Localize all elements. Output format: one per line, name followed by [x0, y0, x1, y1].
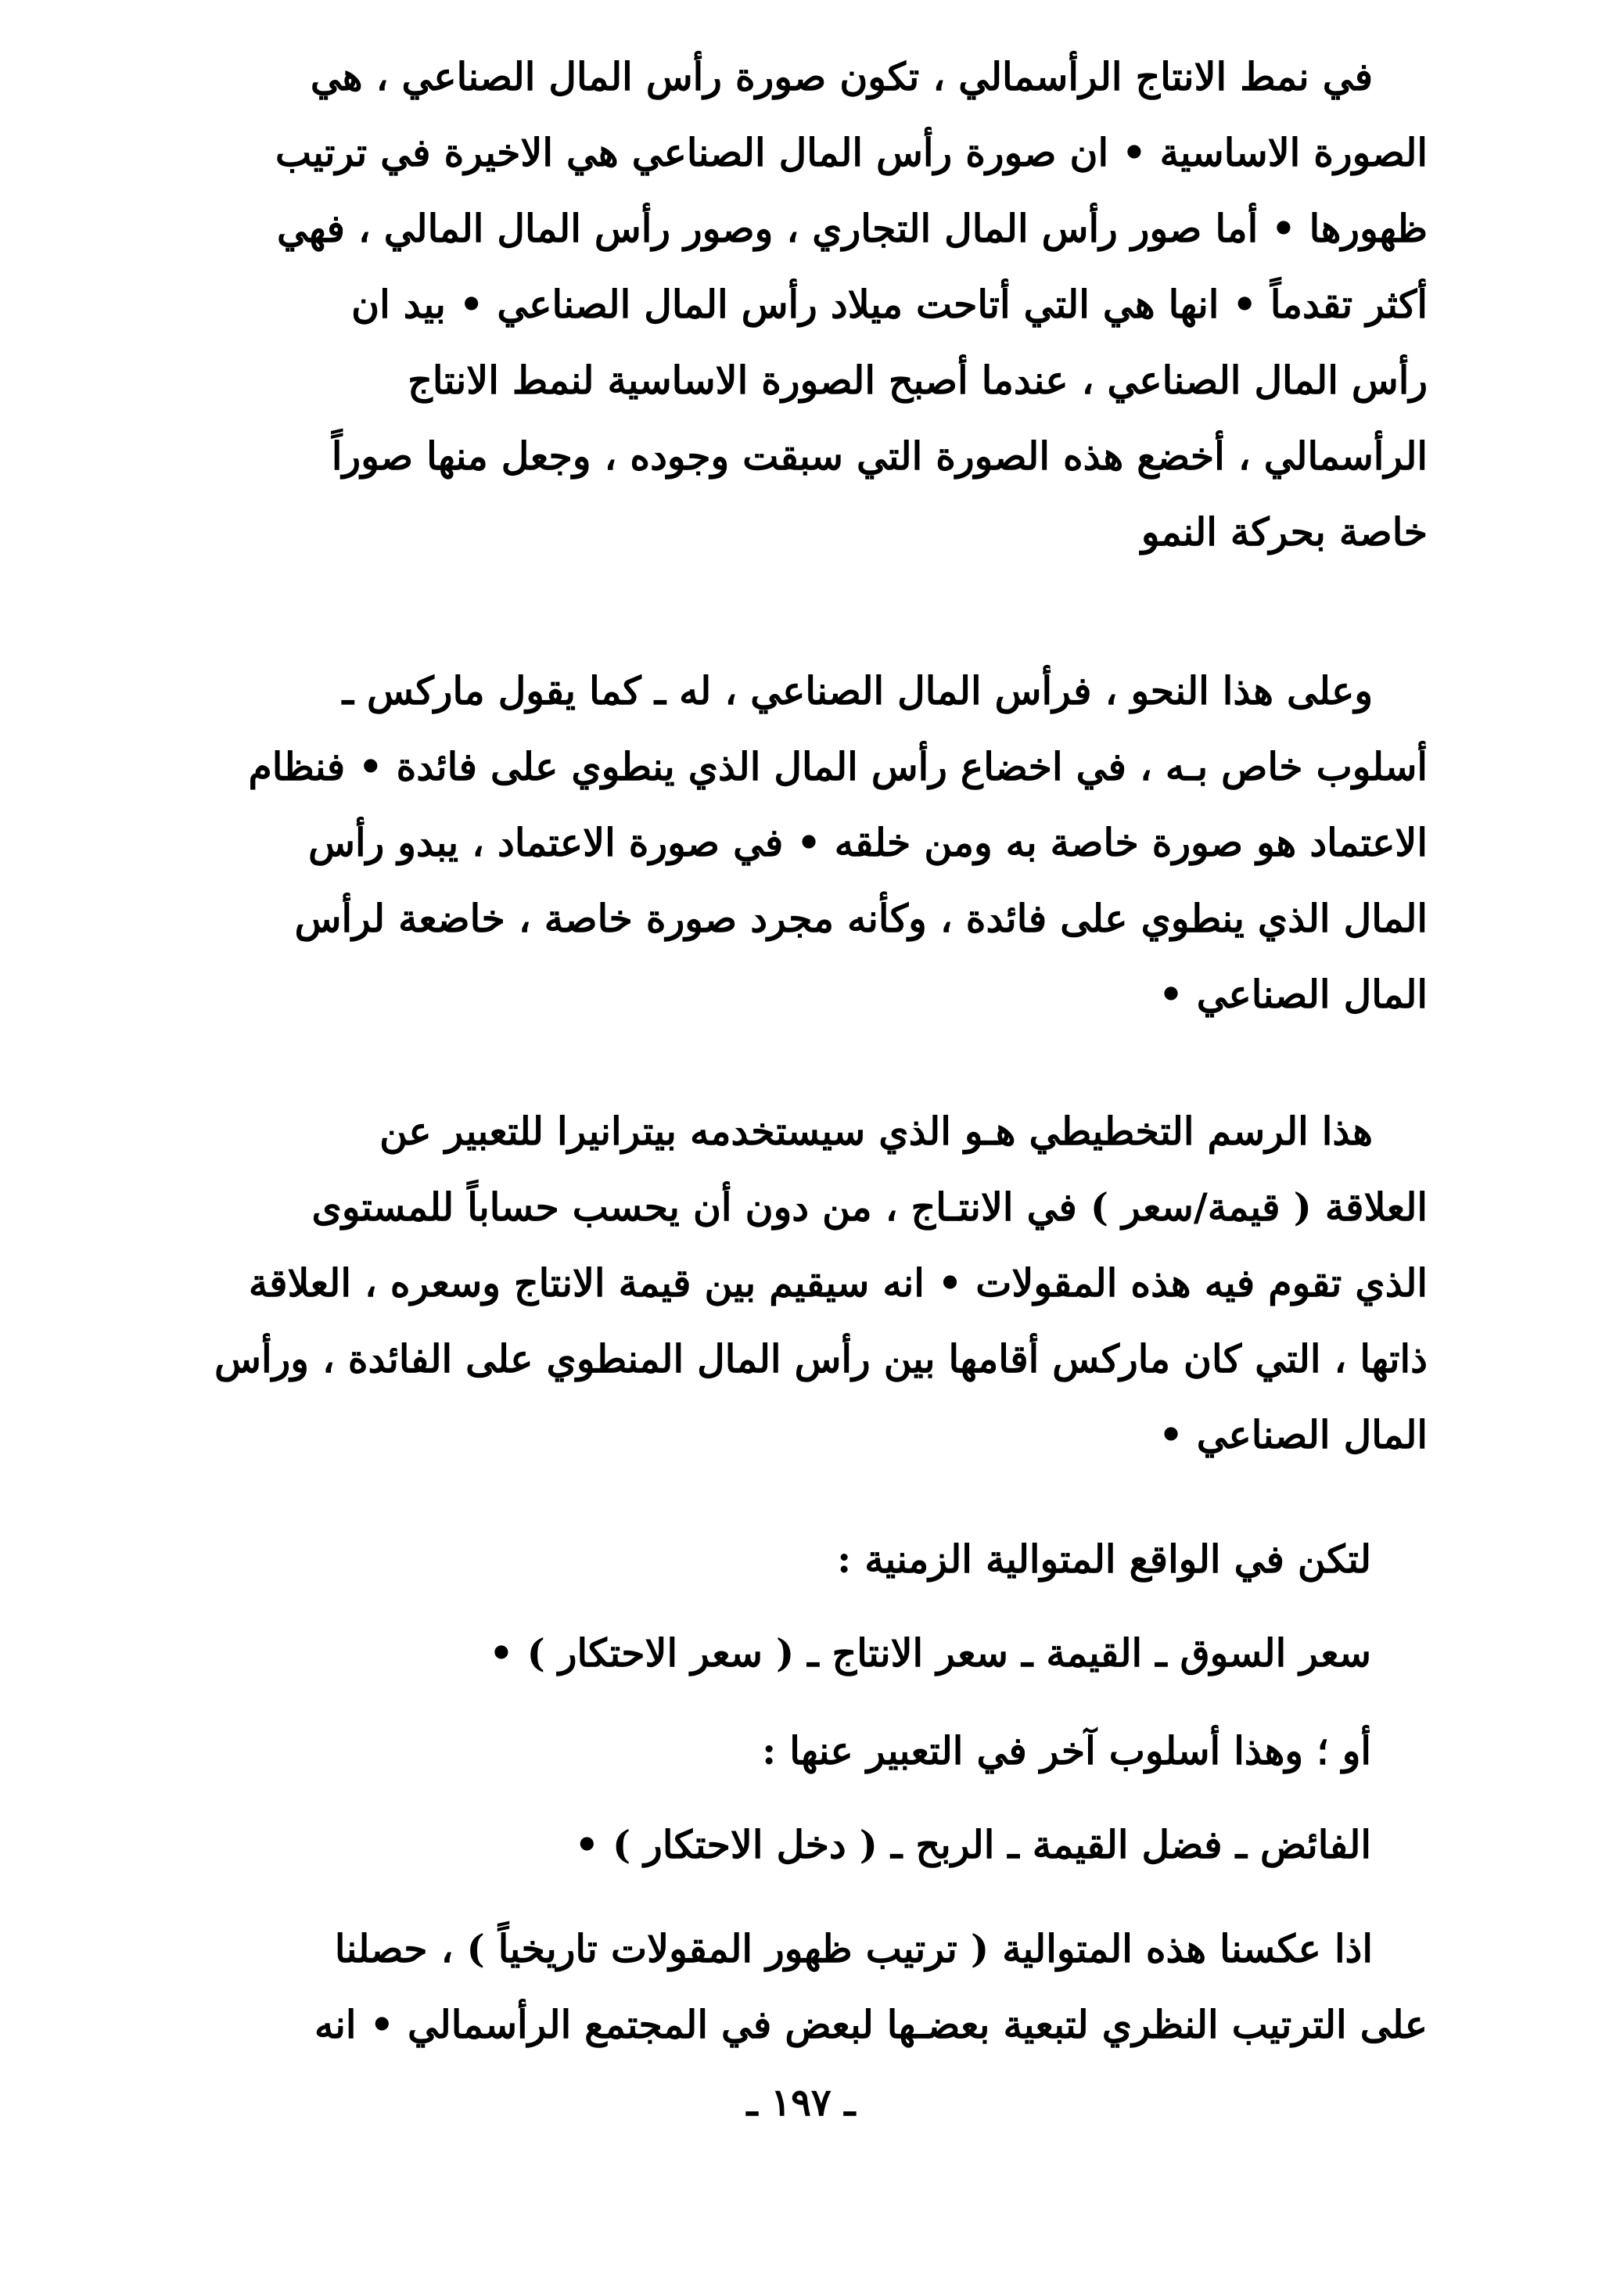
text-line-with-emphasis: [176, 343, 1428, 419]
text-line: على الترتيب النظري لتبعية بعضـها لبعض في المجتمع الرأسمالي • انه: [314, 2002, 1428, 2047]
text-line: المال الصناعي •: [1158, 1412, 1428, 1457]
text-line: الاعتماد هو صورة خاصة به ومن خلقه • في صورة الاعتماد ، يبدو رأس: [308, 820, 1428, 865]
text-line: المال الذي ينطوي على فائدة ، وكأنه مجرد صورة خاصة ، خاضعة لرأس: [294, 896, 1428, 941]
text-line: أكثر تقدماً • انها هي التي أتاحت ميلاد رأس المال الصناعي • بيد ان: [351, 282, 1428, 327]
paragraph-5: [176, 1911, 1428, 2063]
text-line: ظهورها • أما صور رأس المال التجاري ، وصور رأس المال المالي ، فهي: [277, 206, 1428, 251]
text-line: العلاقة ( قيمة/سعر ) في الانتـاج ، من دون أن يحسب حساباً للمستوى: [311, 1184, 1428, 1230]
sequence-line-2: الفائض ـ فضل القيمة ـ الربح ـ ( دخل الاحتكار ) •: [574, 1822, 1371, 1867]
text-line: الرأسمالي ، أخضع هذه الصورة التي سبقت وجوده ، وجعل منها صوراً: [331, 433, 1428, 479]
paragraph-1: [176, 39, 1428, 570]
text-line: ذاتها ، التي كان ماركس أقامها بين رأس المال المنطوي على الفائدة ، ورأس: [214, 1336, 1428, 1382]
text-fragment: لنمط الانتاج: [408, 358, 594, 403]
text-line: خاصة بحركة النمو: [1140, 509, 1428, 555]
sequence-alt-intro: أو ؛ وهذا أسلوب آخر في التعبير عنها :: [762, 1728, 1371, 1773]
sequence-line-1: سعر السوق ـ القيمة ـ سعر الانتاج ـ ( سعر الاحتكار ) •: [489, 1630, 1371, 1676]
sequence-intro: لتكن في الواقع المتوالية الزمنية :: [837, 1536, 1371, 1582]
text-line: وعلى هذا النحو ، فرأس المال الصناعي ، له ـ كما يقول ماركس ـ: [342, 668, 1373, 713]
paragraph-3: [176, 1094, 1428, 1473]
text-line: هذا الرسم التخطيطي هـو الذي سيستخدمه بيترانيرا للتعبير عن: [379, 1108, 1373, 1154]
text-line: الصورة الاساسية • ان صورة رأس المال الصناعي هي الاخيرة في ترتيب: [275, 130, 1428, 175]
text-line: اذا عكسنا هذه المتوالية ( ترتيب ظهور المقولات تاريخياً ) ، حصلنا: [334, 1926, 1373, 1971]
text-line: أسلوب خاص بـه ، في اخضاع رأس المال الذي ينطوي على فائدة • فنظام: [248, 744, 1428, 789]
emphasized-term: الصورة الاساسية: [607, 358, 875, 403]
text-line: في نمط الانتاج الرأسمالي ، تكون صورة رأس المال الصناعي ، هي: [310, 54, 1373, 99]
text-line: الذي تقوم فيه هذه المقولات • انه سيقيم بين قيمة الانتاج وسعره ، العلاقة: [248, 1260, 1428, 1306]
text-line: المال الصناعي •: [1158, 972, 1428, 1017]
paragraph-2: [176, 653, 1428, 1033]
page-number: ـ ١٩٧ ـ: [746, 2081, 856, 2125]
text-fragment: رأس المال الصناعي ، عندما أصبح: [889, 358, 1428, 403]
